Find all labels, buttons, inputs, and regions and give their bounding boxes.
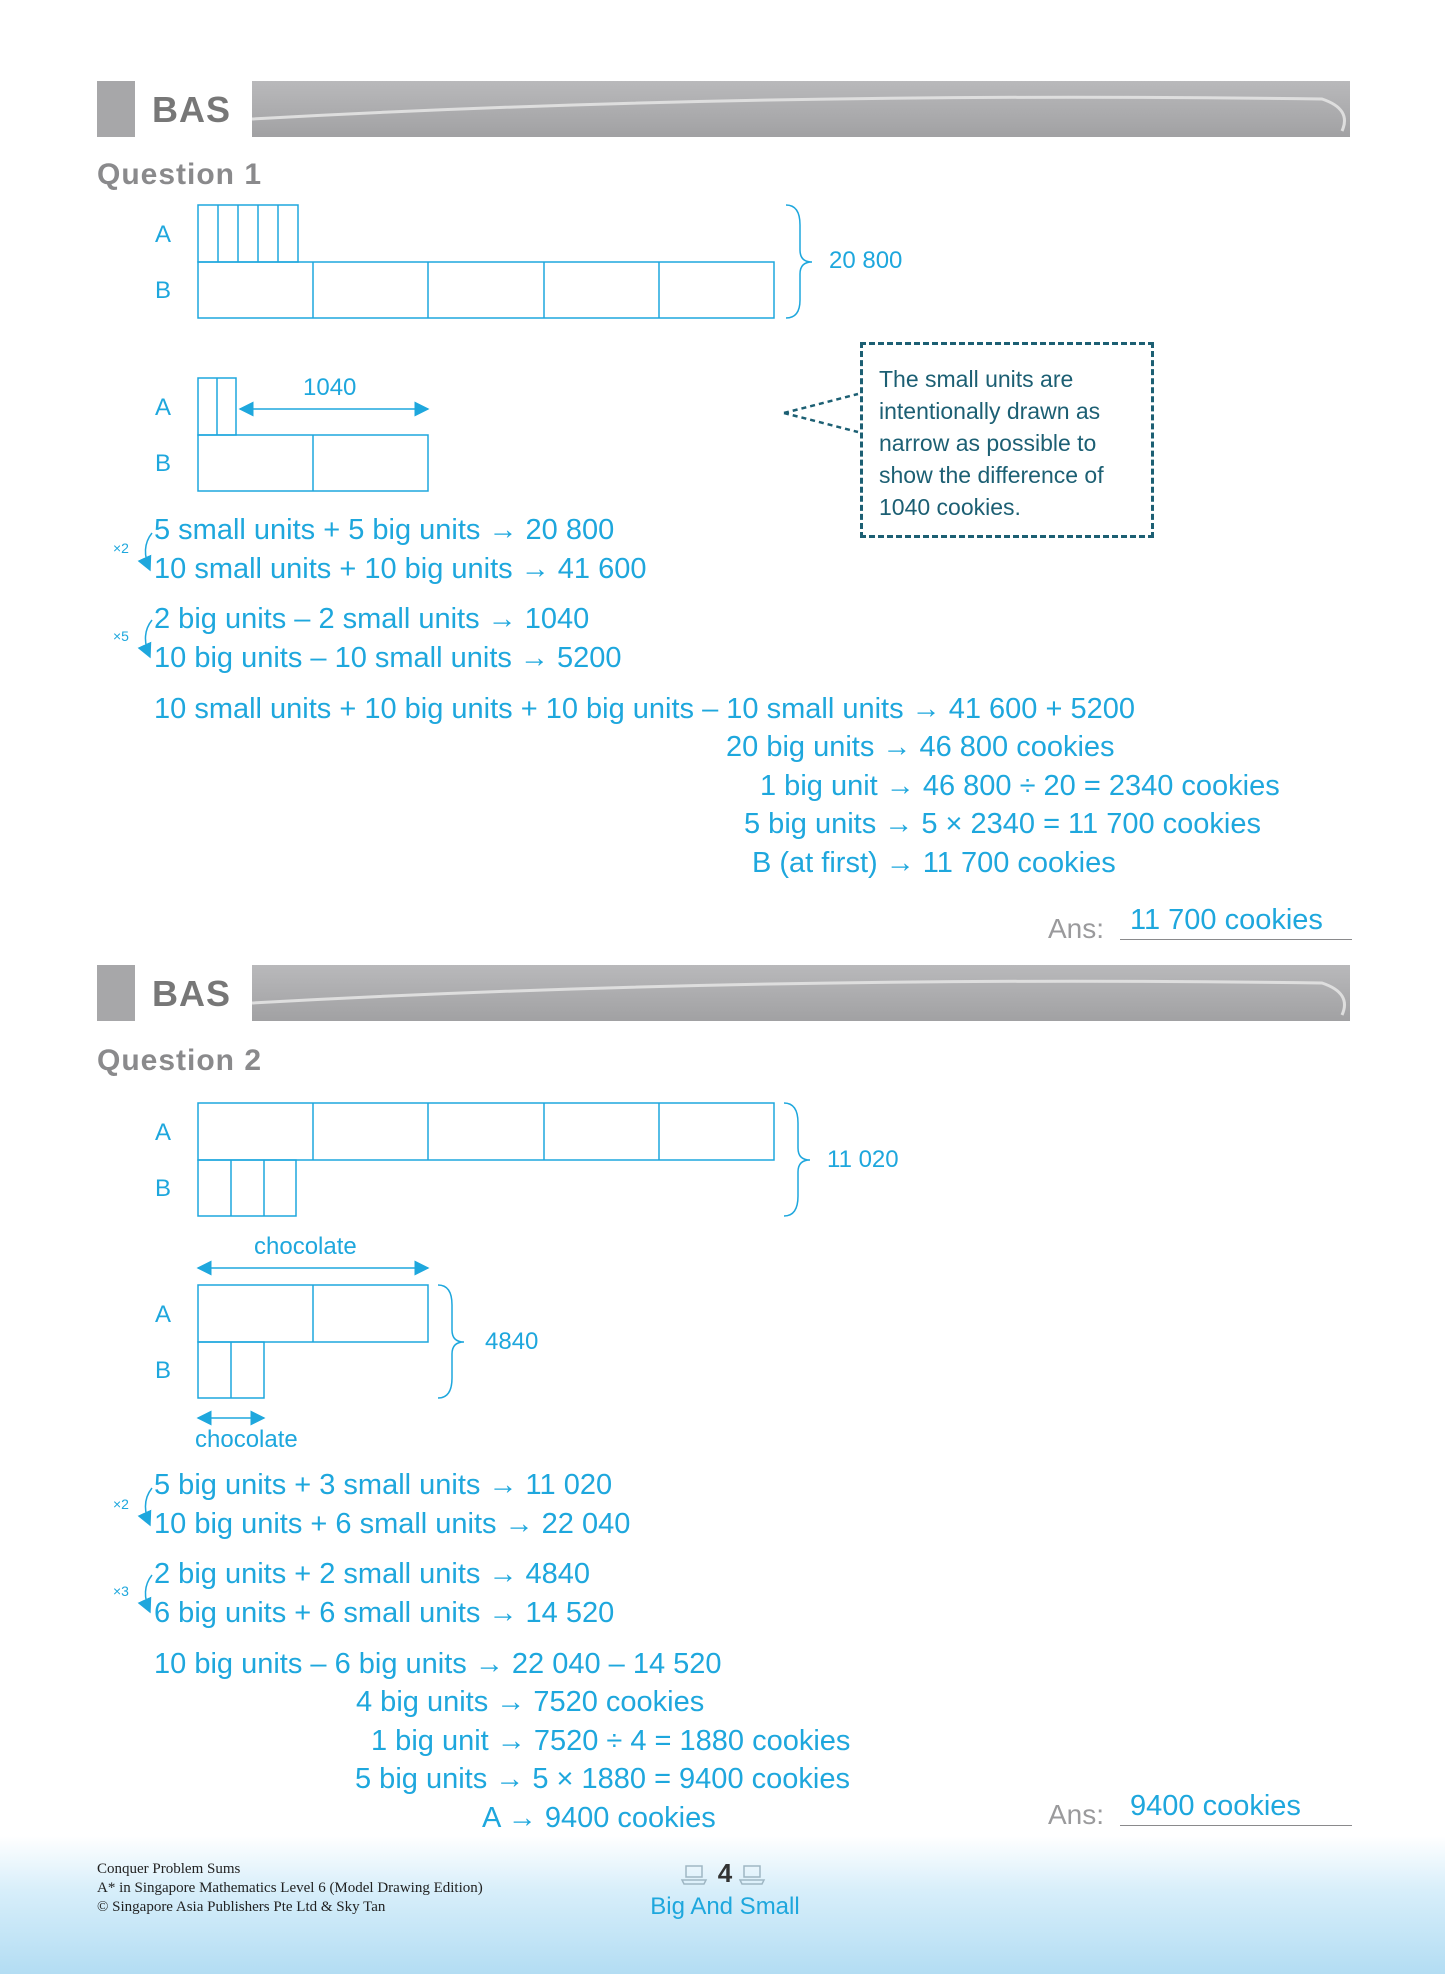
q1-line-4: 10 big units – 10 small units → 5200 <box>154 642 622 674</box>
q1-line-3: 2 big units – 2 small units → 1040 <box>154 603 590 635</box>
q2-line-3: 2 big units + 2 small units → 4840 <box>154 1558 591 1590</box>
q2-answer-value: 9400 cookies <box>1120 1790 1352 1826</box>
q2-chocolate-bottom-label: chocolate <box>195 1426 298 1453</box>
q1-mult-arrow-1 <box>145 533 152 570</box>
q2-line-6: 4 big units → 7520 cookies <box>356 1686 705 1718</box>
q1-total-label: 20 800 <box>829 247 903 274</box>
page-number: 4 <box>717 1858 733 1888</box>
q1-line-7: 1 big unit → 46 800 ÷ 20 = 2340 cookies <box>760 770 1280 802</box>
note-pointer <box>784 394 858 432</box>
q1-mult-arrow-2 <box>145 620 152 657</box>
q1-label-a: A <box>155 221 172 248</box>
q2-brace-4840 <box>438 1285 464 1398</box>
q2-brace-total <box>784 1103 810 1216</box>
q1-answer-label: Ans: <box>1048 913 1105 944</box>
q2-bar-b <box>198 1160 296 1216</box>
q1-line-6: 20 big units → 46 800 cookies <box>726 731 1115 763</box>
q2-line-5: 10 big units – 6 big units → 22 040 – 14 520 <box>154 1648 722 1680</box>
q1-label-a2: A <box>155 394 172 421</box>
q1-line-1: 5 small units + 5 big units → 20 800 <box>154 514 615 546</box>
q1-line-2: 10 small units + 10 big units → 41 600 <box>154 553 647 585</box>
q2-total-label: 11 020 <box>827 1146 899 1173</box>
q2-line-7: 1 big unit → 7520 ÷ 4 = 1880 cookies <box>371 1725 851 1757</box>
q1-line-5: 10 small units + 10 big units + 10 big units – 10 small units → 41 600 + 5200 <box>154 693 1135 725</box>
q2-label-b: B <box>155 1175 172 1202</box>
q2-mult-label-2: ×3 <box>113 1583 129 1599</box>
q1-label-b: B <box>155 277 172 304</box>
q1-label-b2: B <box>155 450 172 477</box>
note-callout: The small units are intentionally drawn as narrow as possible to show the difference of 1040 cookies. <box>860 342 1154 538</box>
section-header-bar <box>252 965 1350 1021</box>
q1-bar-b <box>198 262 774 318</box>
q1-diff-label: 1040 <box>303 374 357 401</box>
question-title: Question 1 <box>97 158 263 191</box>
q1-mult-label-2: ×5 <box>113 628 129 644</box>
q2-mult-arrow-2 <box>145 1575 152 1612</box>
q1-bar-b2 <box>198 435 428 491</box>
q1-bar-a <box>198 205 298 262</box>
q2-label-b2: B <box>155 1357 172 1384</box>
q2-answer-label: Ans: <box>1048 1799 1105 1830</box>
q2-bar-b2 <box>198 1342 264 1398</box>
q2-4840-label: 4840 <box>485 1328 539 1355</box>
q2-line-9: A → 9400 cookies <box>482 1802 716 1834</box>
q2-line-8: 5 big units → 5 × 1880 = 9400 cookies <box>355 1763 850 1795</box>
section-header-tab <box>97 965 135 1021</box>
q1-line-8: 5 big units → 5 × 2340 = 11 700 cookies <box>744 808 1261 840</box>
q1-line-9: B (at first) → 11 700 cookies <box>752 847 1116 879</box>
footer-series: A* in Singapore Mathematics Level 6 (Model Drawing Edition) <box>97 1880 483 1896</box>
q2-line-4: 6 big units + 6 small units → 14 520 <box>154 1597 615 1629</box>
q2-bar-a <box>198 1103 774 1160</box>
q1-bar-a2 <box>198 378 236 435</box>
footer-book-title: Conquer Problem Sums <box>97 1861 241 1877</box>
footer-copyright: © Singapore Asia Publishers Pte Ltd & Sky Tan <box>97 1899 386 1915</box>
q2-chocolate-top-label: chocolate <box>254 1233 357 1260</box>
q2-mult-label-1: ×2 <box>113 1496 129 1512</box>
q1-mult-label-1: ×2 <box>113 540 129 556</box>
chapter-title: Big And Small <box>650 1893 800 1920</box>
q2-bar-a2 <box>198 1285 428 1342</box>
question-title: Question 2 <box>97 1044 263 1077</box>
q2-label-a2: A <box>155 1301 172 1328</box>
q1-brace-total <box>786 205 812 318</box>
q2-mult-arrow-1 <box>145 1488 152 1525</box>
q2-line-2: 10 big units + 6 small units → 22 040 <box>154 1508 631 1540</box>
q2-line-1: 5 big units + 3 small units → 11 020 <box>154 1469 613 1501</box>
q1-answer-value: 11 700 cookies <box>1120 904 1352 940</box>
q2-label-a: A <box>155 1119 172 1146</box>
section-header-label: BAS <box>152 973 232 1014</box>
section-header-label: BAS <box>152 89 232 130</box>
